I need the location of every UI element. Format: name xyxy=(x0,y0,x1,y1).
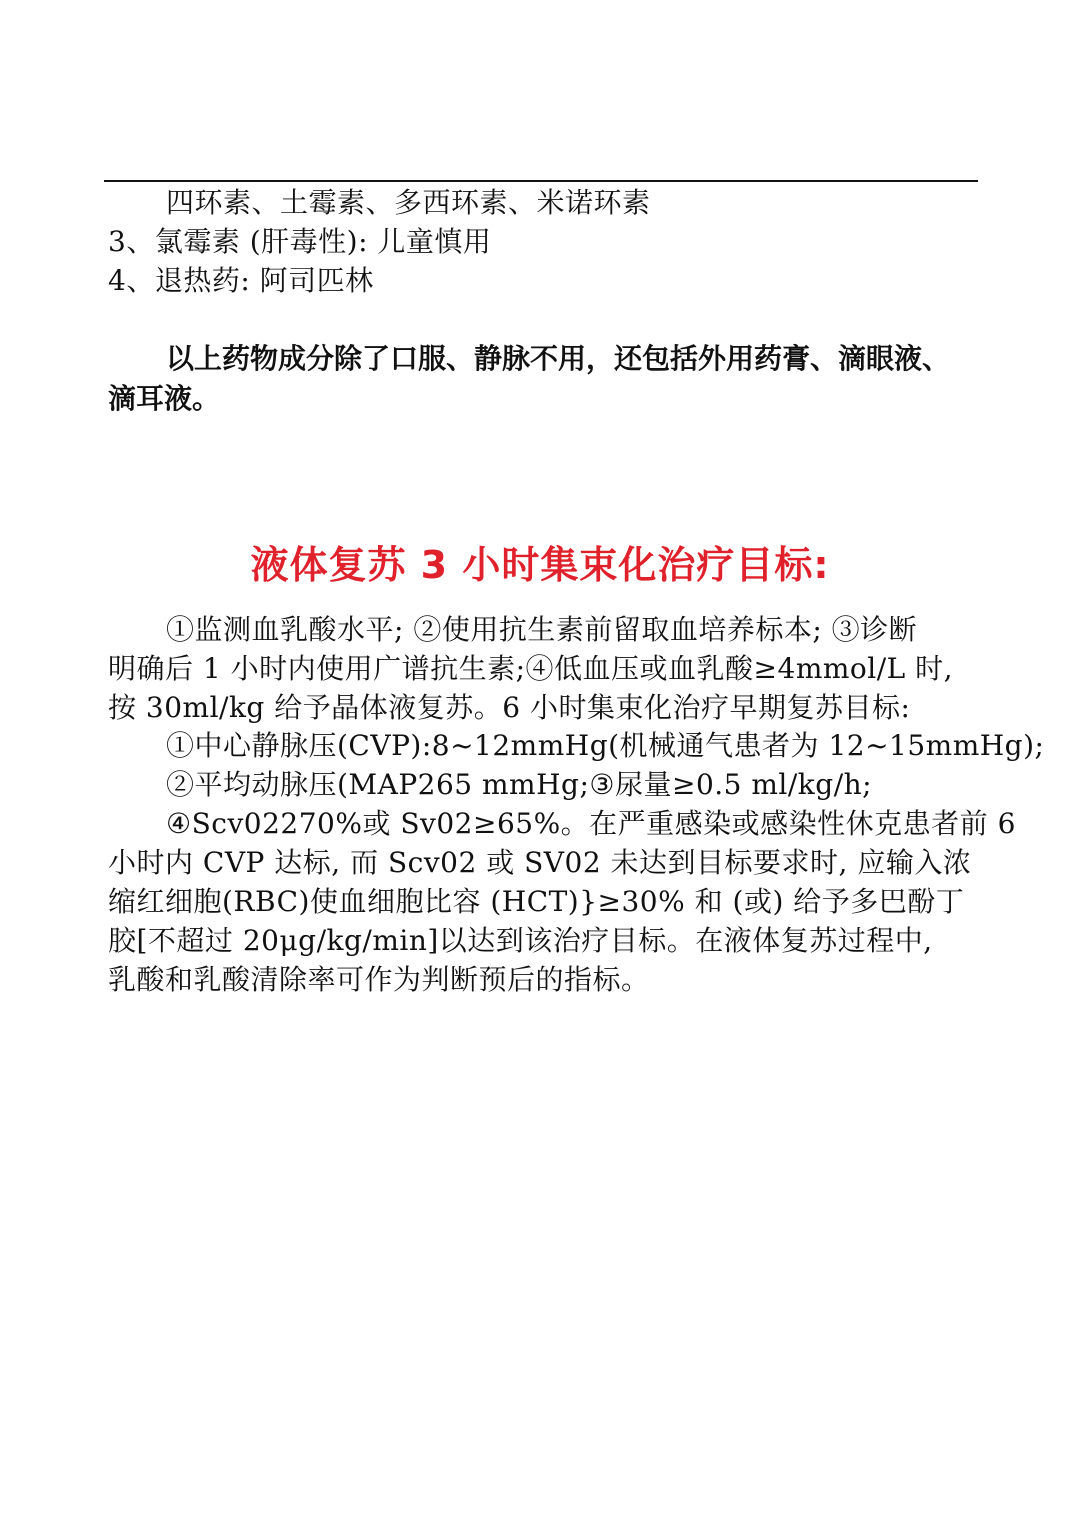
section-body-line-7: 小时内 CVP 达标, 而 Scv02 或 SV02 未达到目标要求时, 应输入浓 xyxy=(108,846,972,879)
section-body-line-2: 明确后 1 小时内使用广谱抗生素;④低血压或血乳酸≥4mmol/L 时, xyxy=(108,652,954,685)
section-body-line-5: ②平均动脉压(MAP265 mmHg;③尿量≥0.5 ml/kg/h; xyxy=(166,768,873,801)
section-body-line-6: ④Scv02270%或 Sv02≥65%。在严重感染或感染性休克患者前 6 xyxy=(166,807,1016,840)
usage-note-line-1: 以上药物成分除了口服、静脉不用，还包括外用药膏、滴眼液、 xyxy=(166,342,951,375)
top-divider xyxy=(104,180,978,182)
usage-note-line-2: 滴耳液。 xyxy=(108,382,221,415)
chloramphenicol-line: 3、氯霉素 (肝毒性): 儿童慎用 xyxy=(108,225,492,258)
section-title: 液体复苏 3 小时集束化治疗目标: xyxy=(250,543,830,587)
section-body-line-1: ①监测血乳酸水平; ②使用抗生素前留取血培养标本; ③诊断 xyxy=(166,613,918,646)
section-body-line-9: 胶[不超过 20μg/kg/min]以达到该治疗目标。在液体复苏过程中, xyxy=(108,924,933,957)
section-body-line-10: 乳酸和乳酸清除率可作为判断预后的指标。 xyxy=(108,963,650,996)
section-body-line-4: ①中心静脉压(CVP):8~12mmHg(机械通气患者为 12~15mmHg); xyxy=(166,729,1045,762)
antibiotic-list-line: 四环素、土霉素、多西环素、米诺环素 xyxy=(166,186,651,219)
section-body-line-3: 按 30ml/kg 给予晶体液复苏。6 小时集束化治疗早期复苏目标: xyxy=(108,691,911,724)
section-body-line-8: 缩红细胞(RBC)使血细胞比容 (HCT)}≥30% 和 (或) 给予多巴酚丁 xyxy=(108,885,965,918)
antipyretic-line: 4、退热药: 阿司匹林 xyxy=(108,264,374,297)
